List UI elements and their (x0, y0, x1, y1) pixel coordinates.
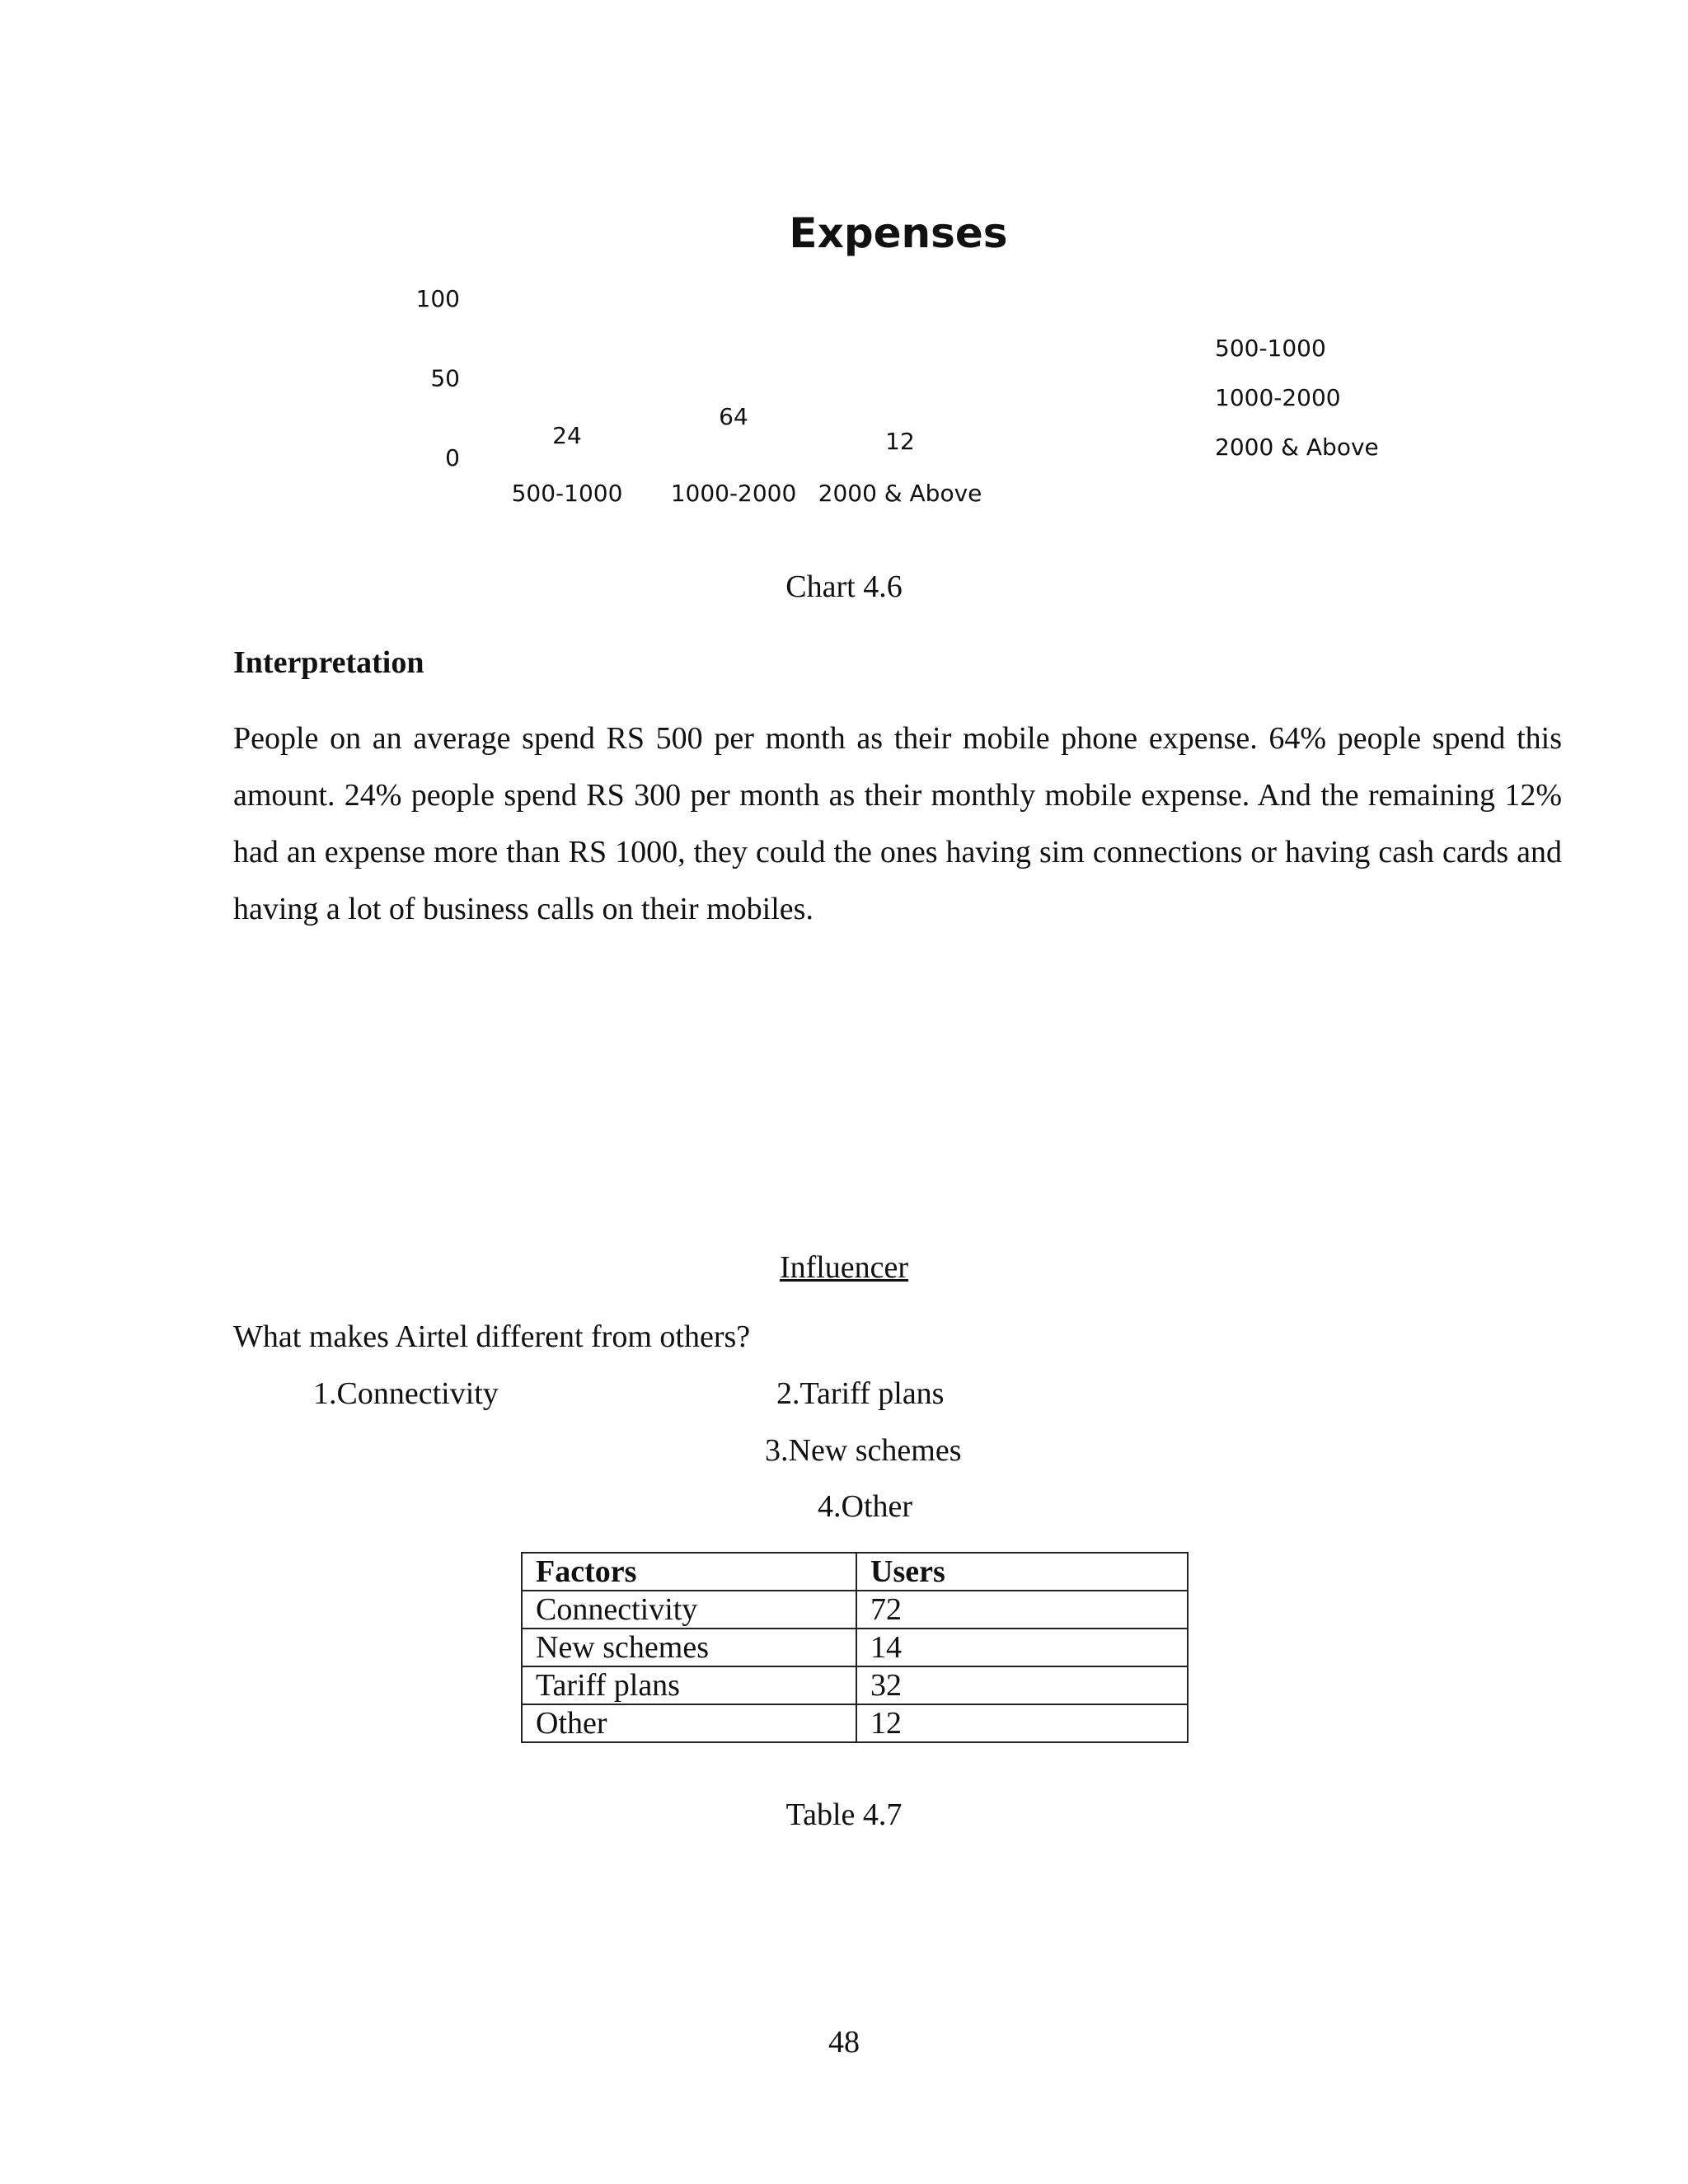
data-label: 12 (885, 428, 915, 456)
x-tick-label: 500-1000 (511, 480, 623, 507)
table-cell-factor: Connectivity (522, 1591, 856, 1629)
legend-entry: 2000 & Above (1215, 434, 1379, 461)
interpretation-paragraph: People on an average spend RS 500 per month as their mobile phone expense. 64% people spend this amount. 24% people spend RS 300 per month as their monthly mobile expense. And the remaining 12% had an expense more than RS 1000, they could the ones having sim connections or having cash cards and having a lot of business calls on their mobiles. (233, 721, 1562, 926)
option-new-schemes: 3.New schemes (765, 1433, 962, 1468)
table-cell-users: 72 (856, 1591, 1188, 1629)
table-caption: Table 4.7 (785, 1797, 903, 1832)
y-tick-label: 100 (415, 285, 460, 312)
table-row (522, 1629, 1188, 1666)
data-label: 64 (719, 402, 748, 430)
table-cell-factor: New schemes (522, 1629, 856, 1666)
legend-entry: 1000-2000 (1215, 384, 1341, 411)
table-cell-users: 12 (856, 1704, 1188, 1742)
table-cell-factor: Other (522, 1704, 856, 1742)
table-header-row (522, 1553, 1188, 1591)
option-connectivity: 1.Connectivity (313, 1376, 499, 1411)
chart-title: Expenses (789, 209, 1008, 257)
legend-entry: 500-1000 (1215, 335, 1326, 362)
y-tick-label: 50 (430, 364, 460, 392)
expenses-chart (0, 0, 1688, 544)
chart-caption: Chart 4.6 (785, 569, 903, 604)
option-other: 4.Other (818, 1489, 913, 1524)
table-cell-users: 32 (856, 1666, 1188, 1704)
x-tick-label: 1000-2000 (670, 480, 797, 507)
chart-svg (0, 0, 1688, 544)
data-label: 24 (552, 422, 582, 450)
header-factors: Factors (522, 1553, 856, 1591)
factors-table (521, 1552, 1189, 1743)
table-cell-factor: Tariff plans (522, 1666, 856, 1704)
survey-question: What makes Airtel different from others? (233, 1319, 751, 1354)
table-row (522, 1704, 1188, 1742)
y-tick-label: 0 (445, 444, 460, 471)
table-row (522, 1591, 1188, 1629)
header-users: Users (856, 1553, 1188, 1591)
table-cell-users: 14 (856, 1629, 1188, 1666)
table-row (522, 1666, 1188, 1704)
option-tariff-plans: 2.Tariff plans (776, 1376, 945, 1411)
page-number: 48 (828, 2025, 860, 2060)
x-tick-label: 2000 & Above (818, 480, 982, 507)
influencer-title: Influencer (779, 1250, 909, 1285)
interpretation-heading: Interpretation (233, 645, 424, 680)
